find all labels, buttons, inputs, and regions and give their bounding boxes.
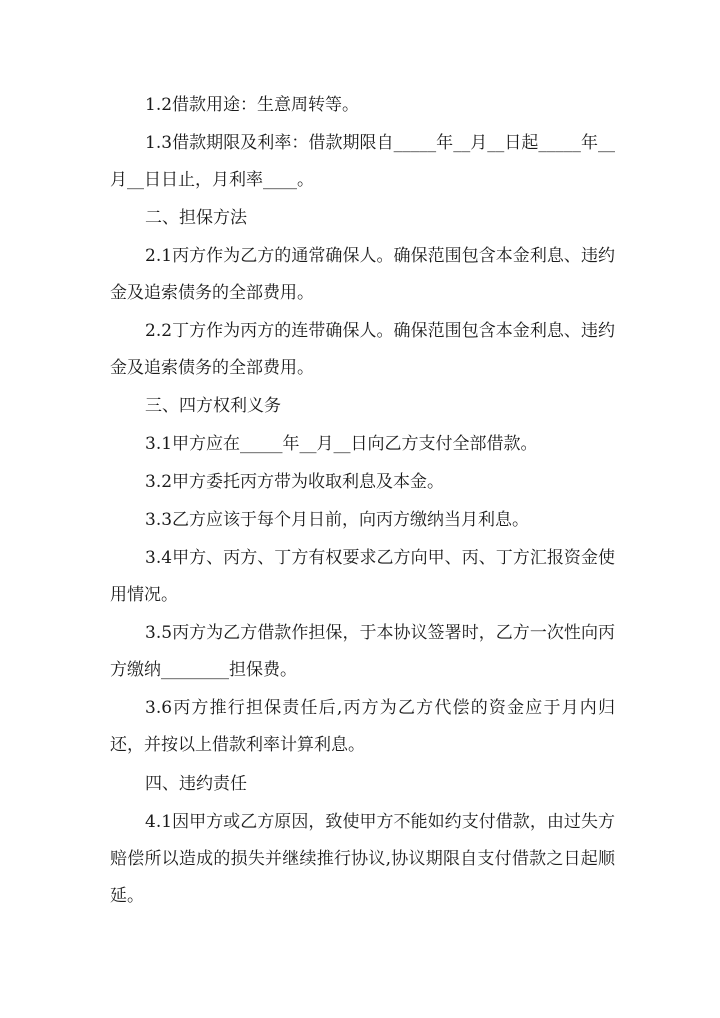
clause-1-3: 1.3借款期限及利率：借款期限自_____年__月__日起_____年__月__日日止，月利率____。 xyxy=(110,133,615,190)
clause-3-3: 3.3乙方应该于每个月日前，向丙方缴纳当月利息。 xyxy=(145,510,530,530)
clause-3-2: 3.2甲方委托丙方带为收取利息及本金。 xyxy=(145,472,445,492)
clause-2-2: 2.2丁方作为丙方的连带确保人。确保范围包含本金利息、违约金及追索债务的全部费用。 xyxy=(110,321,615,378)
clause-1-2: 1.2借款用途：生意周转等。 xyxy=(145,95,360,115)
section-heading-rights: 三、四方权利义务 xyxy=(145,396,281,416)
section-heading-guarantee: 二、担保方法 xyxy=(145,208,247,228)
clause-3-6: 3.6丙方推行担保责任后,丙方为乙方代偿的资金应于月内归还，并按以上借款利率计算利息。 xyxy=(110,698,615,755)
clause-3-4: 3.4甲方、丙方、丁方有权要求乙方向甲、丙、丁方汇报资金使用情况。 xyxy=(110,548,615,605)
clause-3-5: 3.5丙方为乙方借款作担保，于本协议签署时，乙方一次性向丙方缴纳________担保费。 xyxy=(110,623,615,680)
section-heading-liability: 四、违约责任 xyxy=(145,774,247,794)
clause-4-1: 4.1因甲方或乙方原因，致使甲方不能如约支付借款，由过失方赔偿所以造成的损失并继续推行协议,协议期限自支付借款之日起顺延。 xyxy=(110,812,615,906)
clause-2-1: 2.1丙方作为乙方的通常确保人。确保范围包含本金利息、违约金及追索债务的全部费用。 xyxy=(110,246,615,303)
clause-3-1: 3.1甲方应在_____年__月__日向乙方支付全部借款。 xyxy=(145,434,538,454)
